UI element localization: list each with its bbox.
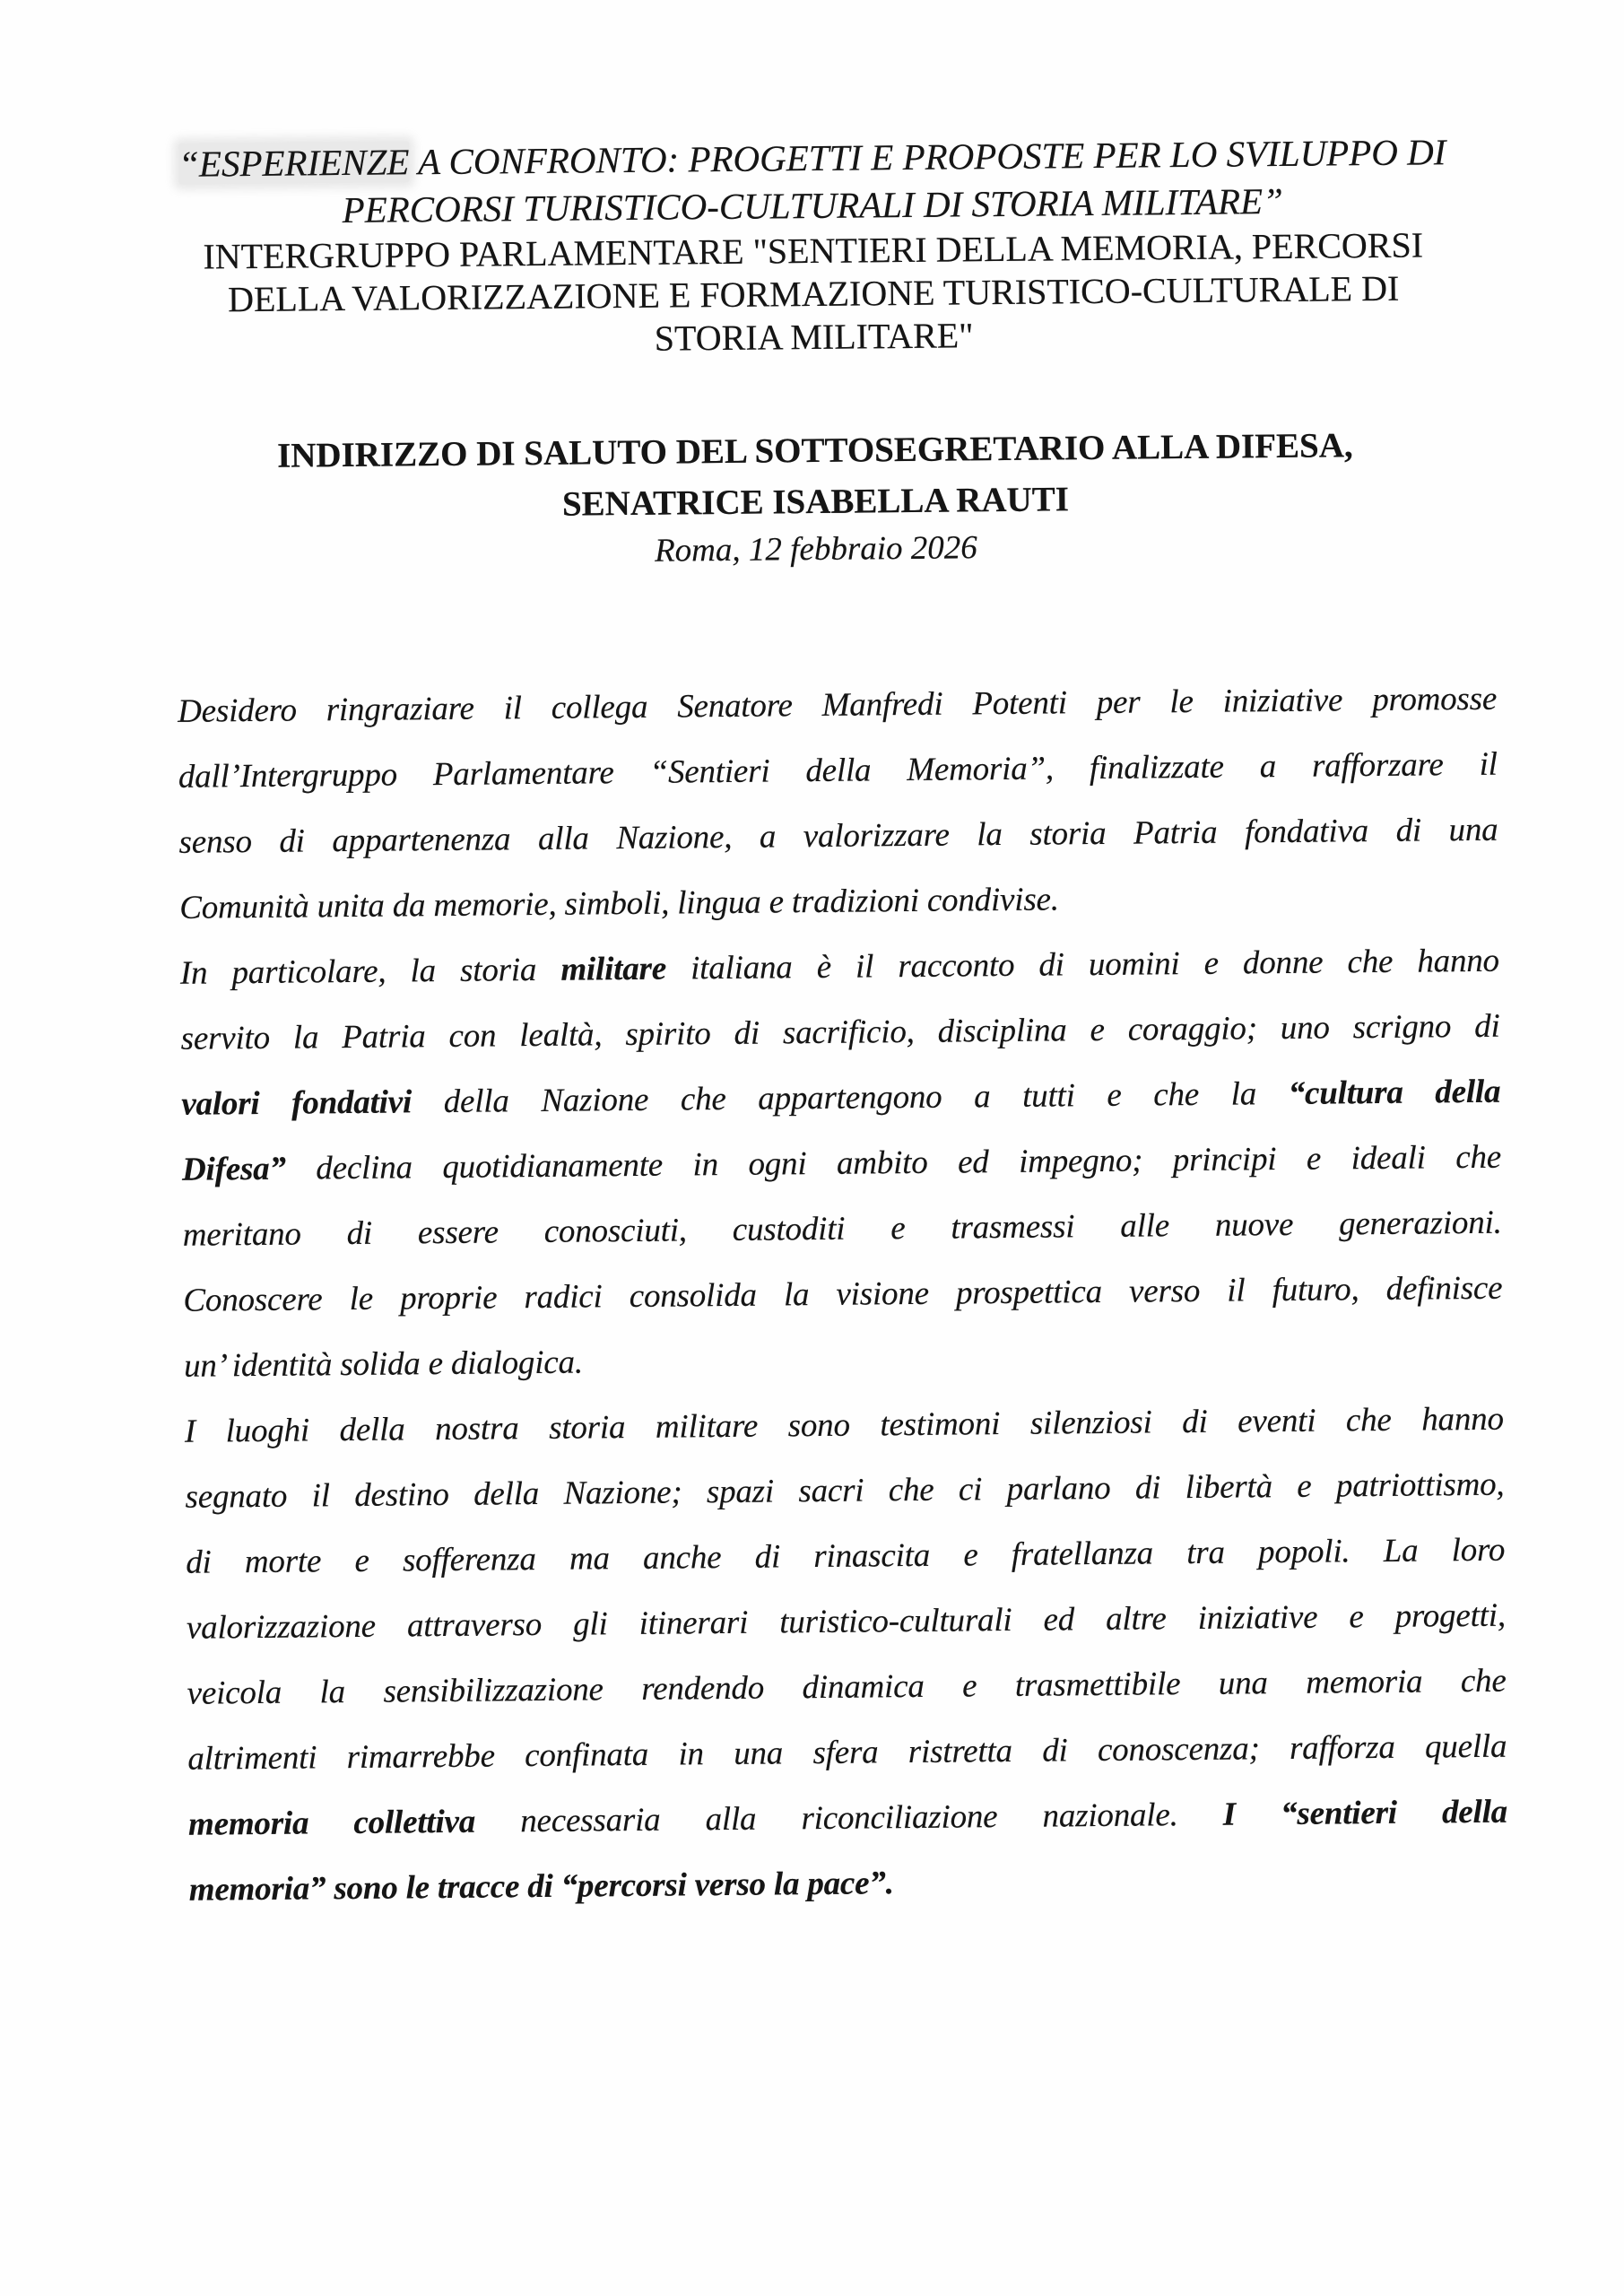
- body-text-segment: di morte e sofferenza ma anche di rinascita e fratellanza tra popoli. La loro: [186, 1531, 1506, 1581]
- body-line: [187, 1583, 1507, 1661]
- event-title-line-1-text: A CONFRONTO: PROGETTI E PROPOSTE PER LO SVILUPPO DI: [409, 131, 1446, 183]
- salutation-line-1: INDIRIZZO DI SALUTO DEL SOTTOSEGRETARIO ALLA DIFESA,: [276, 426, 1353, 475]
- body-text-segment: I luoghi della nostra storia militare sono testimoni silenziosi di eventi che hanno: [184, 1400, 1504, 1450]
- body-text-segment: un’ identità solida e dialogica.: [183, 1344, 584, 1385]
- body-line: [185, 1452, 1505, 1530]
- body-text-segment: declina quotidianamente in ogni ambito ed impegno; principi e ideali che: [285, 1138, 1502, 1187]
- body-line: [181, 1059, 1501, 1137]
- body-text-segment: In particolare, la storia: [179, 951, 561, 992]
- body-text-segment: veicola la sensibilizzazione rendendo dinamica e trasmettibile una memoria che: [187, 1662, 1507, 1712]
- intergruppo-line-1: INTERGRUPPO PARLAMENTARE "SENTIERI DELLA MEMORIA, PERCORSI: [203, 224, 1424, 277]
- body-text-segment: italiana è il racconto di uomini e donne che hanno: [665, 942, 1500, 987]
- body-text-segment: Comunità unita da memorie, simboli, lingua e tradizioni condivise.: [179, 881, 1060, 926]
- body-text-segment: altrimenti rimarrebbe confinata in una sfera ristretta di conoscenza; rafforza quella: [187, 1727, 1507, 1778]
- event-title-line-2: PERCORSI TURISTICO-CULTURALI DI STORIA MILITARE”: [342, 179, 1284, 231]
- body-text-segment-bold: memoria” sono le tracce di “percorsi verso la pace”.: [188, 1865, 894, 1909]
- body-line: [187, 1648, 1507, 1726]
- body-text-segment-bold: militare: [560, 950, 667, 988]
- body-line: [179, 863, 1499, 941]
- body-line: [187, 1714, 1507, 1792]
- body-text-segment: della Nazione che appartengono a tutti e che la: [411, 1074, 1289, 1121]
- body-line: [185, 1387, 1505, 1465]
- speech-body: [178, 666, 1508, 1923]
- body-text-segment: senso di appartenenza alla Nazione, a valorizzare la storia Patria fondativa di una: [178, 811, 1498, 861]
- dateline: Roma, 12 febbraio 2026: [654, 529, 977, 570]
- salutation-line-2: SENATRICE ISABELLA RAUTI: [561, 480, 1070, 524]
- highlighted-word: “ESPERIENZE: [178, 141, 410, 185]
- body-line: [188, 1779, 1508, 1857]
- body-line: [180, 994, 1500, 1072]
- body-text-segment-bold: memoria collettiva: [187, 1803, 476, 1843]
- salutation-header: [3, 417, 1624, 579]
- body-line: [184, 1321, 1504, 1399]
- body-text-segment: meritano di essere conosciuti, custoditi e trasmessi alle nuove generazioni.: [182, 1204, 1502, 1254]
- body-text-segment: segnato il destino della Nazione; spazi sacri che ci parlano di libertà e patriottismo,: [185, 1465, 1505, 1516]
- body-text-segment: dall’Intergruppo Parlamentare “Sentieri della Memoria”, finalizzate a rafforzare il: [178, 745, 1498, 796]
- body-line: [186, 1518, 1506, 1596]
- intergruppo-line-3: STORIA MILITARE": [654, 315, 974, 359]
- body-line: [178, 732, 1498, 810]
- body-text-segment: necessaria alla riconciliazione nazionale.: [474, 1796, 1223, 1840]
- body-line: [182, 1125, 1502, 1203]
- body-text-segment-bold: valori fondativi: [181, 1083, 413, 1123]
- body-line: [188, 1845, 1508, 1923]
- body-line: [182, 1190, 1502, 1268]
- intergruppo-line-2: DELLA VALORIZZAZIONE E FORMAZIONE TURISTICO-CULTURALE DI: [227, 267, 1400, 320]
- body-text-segment-bold: I “sentieri della: [1222, 1793, 1508, 1833]
- body-line: [183, 1256, 1503, 1334]
- body-text-segment: servito la Patria con lealtà, spirito di sacrificio, disciplina e coraggio; uno scrigno di: [180, 1007, 1500, 1057]
- body-line: [180, 928, 1500, 1006]
- body-text-segment-bold: Difesa”: [181, 1150, 286, 1188]
- body-line: [178, 666, 1498, 744]
- body-text-segment-bold: “cultura della: [1288, 1073, 1501, 1112]
- document-header: [54, 127, 1572, 366]
- body-line: [178, 797, 1498, 875]
- body-text-segment: valorizzazione attraverso gli itinerari turistico-culturali ed altre iniziative e progetti,: [186, 1596, 1507, 1647]
- body-text-segment: Conoscere le proprie radici consolida la visione prospettica verso il futuro, definisce: [183, 1269, 1503, 1319]
- body-text-segment: Desidero ringraziare il collega Senatore Manfredi Potenti per le iniziative promosse: [177, 680, 1498, 730]
